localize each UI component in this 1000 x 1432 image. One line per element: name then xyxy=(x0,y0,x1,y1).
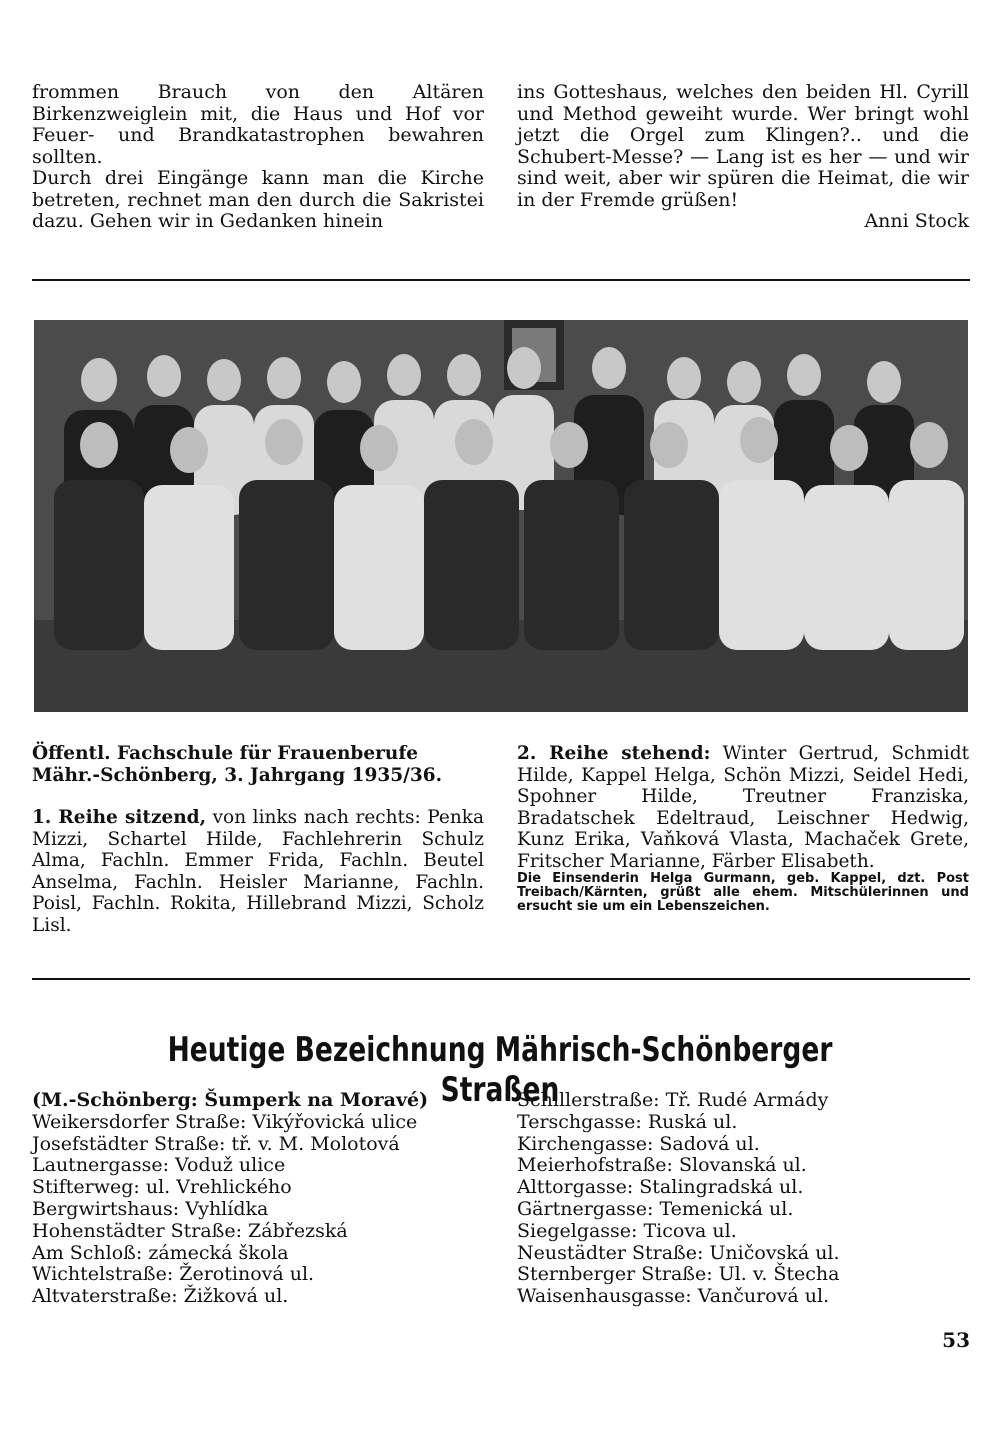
streets-intro: (M.-Schönberg: Šumperk na Moravé) xyxy=(32,1089,429,1111)
street-left-6: Hohenstädter Straße: Zábřezská xyxy=(32,1219,348,1242)
street-left-7: Am Schloß: zámecká škola xyxy=(32,1241,289,1264)
article-right-paragraph: ins Gotteshaus, welches den beiden Hl. Cyrill und Method geweiht wurde. Wer bringt wohl jetzt die Orgel zum Klingen?.. und die Schubert-Messe? — Lang ist es her — und wir sind weit, aber wir spüren die Heimat, die wir in der Fremde grüßen! xyxy=(517,81,969,211)
street-right-7: Siegelgasse: Ticova ul. xyxy=(517,1219,737,1242)
article-left-paragraph-1: frommen Brauch von den Altären Birkenzweiglein mit, die Haus und Hof vor Feuer- und Brandkatastrophen bewahren sollten. xyxy=(32,81,484,168)
caption-row-2-text: Winter Gertrud, Schmidt Hilde, Kappel Helga, Schön Mizzi, Seidel Hedi, Spohner Hilde, Treutner Franziska, Bradatschek Edeltraud, Leischner Hedwig, Kunz Erika, Vaňková Vlasta, Machaček Grete, Fritscher Marianne, Färber Elisabeth. xyxy=(517,743,970,872)
article-left-paragraph-2: Durch drei Eingänge kann man die Kirche betreten, rechnet man den durch die Sakristei dazu. Gehen wir in Gedanken hinein xyxy=(32,167,484,232)
street-right-2: Terschgasse: Ruská ul. xyxy=(517,1110,738,1133)
street-right-3: Kirchengasse: Sadová ul. xyxy=(517,1132,760,1155)
caption-title-line-2: Mähr.-Schönberg, 3. Jahrgang 1935/36. xyxy=(32,764,443,786)
street-right-10: Waisenhausgasse: Vančurová ul. xyxy=(517,1285,830,1308)
divider-middle xyxy=(32,978,970,980)
caption-title-line-1: Öffentl. Fachschule für Frauenberufe xyxy=(32,743,419,764)
street-left-8: Wichtelstraße: Žerotinová ul. xyxy=(32,1263,315,1286)
divider-top xyxy=(32,279,970,281)
caption-row-2-label: 2. Reihe stehend: xyxy=(517,743,711,764)
caption-row-2 xyxy=(517,743,969,872)
caption-right-column xyxy=(517,743,969,914)
streets-heading: Heutige Bezeichnung Mährisch-Schönberger Straßen xyxy=(167,1030,833,1110)
street-right-4: Meierhofstraße: Slovanská ul. xyxy=(517,1154,807,1177)
street-left-3: Lautnergasse: Voduž ulice xyxy=(32,1154,286,1177)
street-right-6: Gärtnergasse: Temenická ul. xyxy=(517,1197,794,1220)
caption-note: Die Einsenderin Helga Gurmann, geb. Kappel, dzt. Post Treibach/Kärnten, grüßt alle ehem. Mitschülerinnen und ersucht sie um ein Lebenszeichen. xyxy=(517,871,969,914)
street-left-5: Bergwirtshaus: Vyhlídka xyxy=(32,1197,269,1220)
article-author: Anni Stock xyxy=(864,210,969,232)
group-photo-drawing xyxy=(34,320,968,712)
street-left-2: Josefstädter Straße: tř. v. M. Molotová xyxy=(32,1132,400,1155)
article-right-column xyxy=(517,82,969,233)
group-photo xyxy=(34,320,968,712)
streets-left-column xyxy=(32,1090,492,1308)
streets-right-column xyxy=(517,1090,969,1308)
street-right-5: Alttorgasse: Stalingradská ul. xyxy=(517,1176,804,1199)
caption-row-1 xyxy=(32,807,484,936)
street-left-9: Altvaterstraße: Žižková ul. xyxy=(32,1285,289,1308)
page-number: 53 xyxy=(942,1328,970,1352)
street-right-8: Neustädter Straße: Uničovská ul. xyxy=(517,1241,840,1264)
street-left-1: Weikersdorfer Straße: Vikýřovická ulice xyxy=(32,1110,418,1133)
article-left-column xyxy=(32,82,484,233)
caption-row-1-text: von links nach rechts: Penka Mizzi, Schartel Hilde, Fachlehrerin Schulz Alma, Fachln. Emmer Frida, Fachln. Beutel Anselma, Fachln. Heisler Marianne, Fachln. Poisl, Fachln. Rokita, Hillebrand Mizzi, Scholz Lisl. xyxy=(32,807,484,936)
street-left-4: Stifterweg: ul. Vrehlického xyxy=(32,1176,292,1199)
caption-row-1-label: 1. Reihe sitzend, xyxy=(32,807,207,828)
street-right-1: Schillerstraße: Tř. Rudé Armády xyxy=(517,1089,829,1111)
caption-left-column xyxy=(32,743,484,936)
street-right-9: Sternberger Straße: Ul. v. Štecha xyxy=(517,1263,840,1286)
